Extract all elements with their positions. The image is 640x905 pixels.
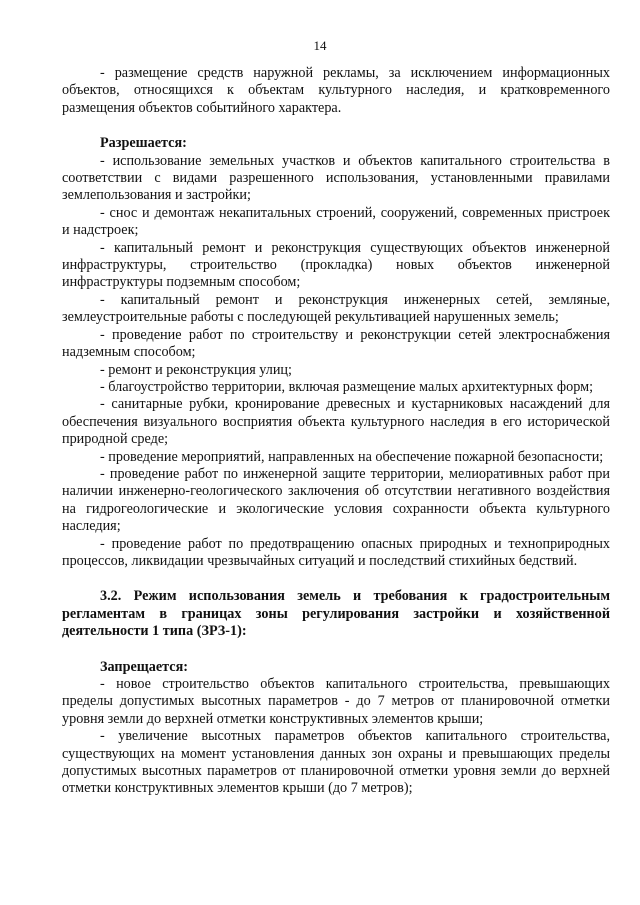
paragraph: - проведение мероприятий, направленных на обеспечение пожарной безопасности; bbox=[100, 448, 604, 465]
paragraph: - капитальный ремонт и реконструкция существующих объектов инженерной инфраструктуры, строительство (прокладка) новых объектов инженерной инфраструктуры подземным способом; bbox=[62, 239, 610, 291]
paragraph: - санитарные рубки, кронирование древесных и кустарниковых насаждений для обеспечения визуального восприятия объекта культурного наследия в его исторической природной среде; bbox=[62, 396, 610, 448]
paragraph: - новое строительство объектов капитального строительства, превышающих пределы допустимых высотных параметров - до 7 метров от планировочной отметки уровня земли до верхней отметки конструктивных элементов крыши; bbox=[62, 676, 610, 727]
prohibited-heading: Запрещается: bbox=[100, 658, 188, 675]
paragraph: - благоустройство территории, включая размещение малых архитектурных форм; bbox=[100, 378, 594, 395]
paragraph: - размещение средств наружной рекламы, за исключением информационных объектов, относящихся к объектам культурного наследия, и кратковременного размещения объектов событийного характера. bbox=[62, 65, 610, 116]
paragraph: - проведение работ по инженерной защите территории, мелиоративных работ при наличии инженерно-геологического заключения об отсутствии негативного воздействия на гидрогеологические и экологические условия сохранности объекта культурного наследия; bbox=[62, 465, 610, 535]
paragraph: - проведение работ по предотвращению опасных природных и техноприродных процессов, ликвидации чрезвычайных ситуаций и последствий стихийных бедствий. bbox=[62, 535, 610, 569]
paragraph: - ремонт и реконструкция улиц; bbox=[100, 361, 292, 378]
document-body bbox=[62, 65, 610, 798]
paragraph: - снос и демонтаж некапитальных строений, сооружений, современных пристроек и надстроек; bbox=[62, 204, 610, 239]
paragraph: - использование земельных участков и объектов капитального строительства в соответствии с видами разрешенного использования, установленными правилами землепользования и застройки; bbox=[62, 152, 610, 204]
paragraph: - увеличение высотных параметров объектов капитального строительства, существующих на момент установления данных зон охраны и превышающих пределы допустимых высотных параметров от планировочной отметки уровня земли до верхней отметки конструктивных элементов крыши (до 7 метров); bbox=[62, 728, 610, 797]
paragraph: - капитальный ремонт и реконструкция инженерных сетей, земляные, землеустроительные работы с последующей рекультивацией нарушенных земель; bbox=[62, 291, 610, 326]
section-title: 3.2. Режим использования земель и требования к градостроительным регламентам в границах зоны регулирования застройки и хозяйственной деятельности 1 типа (ЗРЗ-1): bbox=[62, 588, 610, 640]
page-number: 14 bbox=[313, 38, 327, 53]
paragraph: - проведение работ по строительству и реконструкции сетей электроснабжения надземным способом; bbox=[62, 326, 610, 361]
allowed-heading: Разрешается: bbox=[100, 135, 187, 152]
